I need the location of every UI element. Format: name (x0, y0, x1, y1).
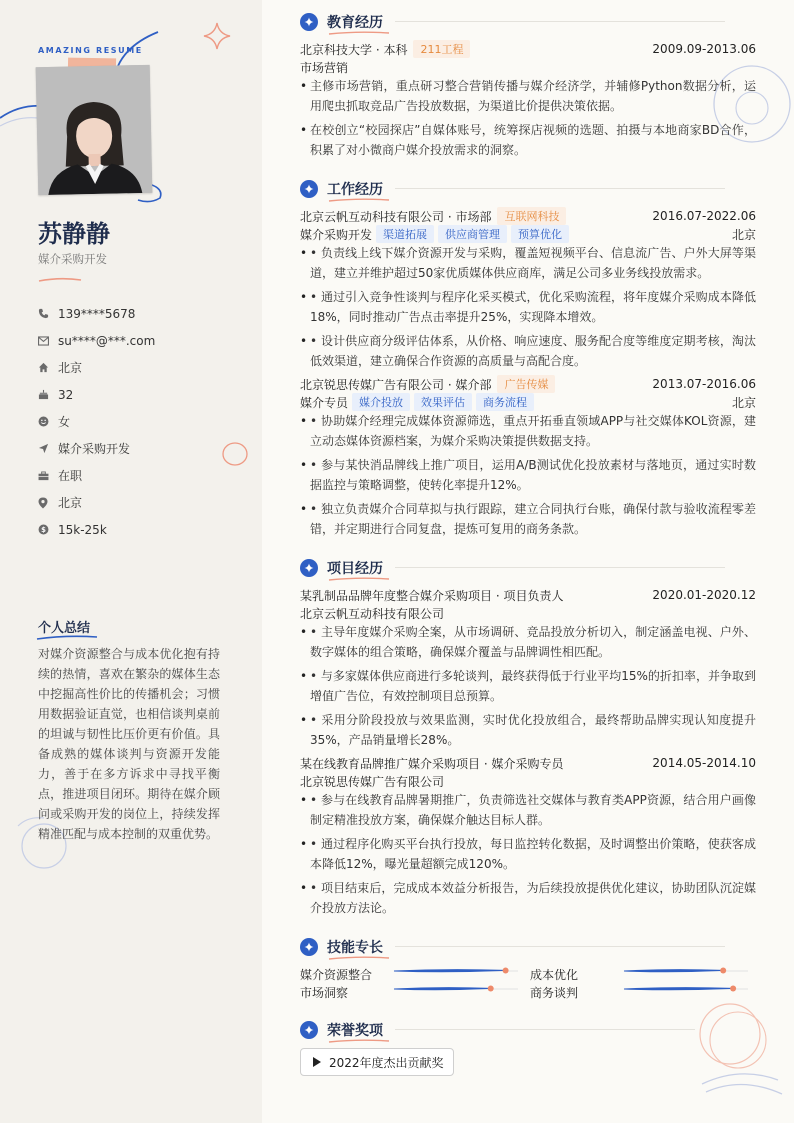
project-bullet: • • 采用分阶段投放与效果监测，实时优化投放组合，最终帮助品牌实现认知度提升35%，产品销量增长28%。 (300, 710, 756, 750)
project-name: 某乳制品品牌年度整合媒介采购项目 · 项目负责人 (300, 588, 564, 603)
section-work-header (300, 179, 383, 199)
project-name: 某在线教育品牌推广媒介采购项目 · 媒介采购专员 (300, 756, 564, 771)
briefcase-icon (38, 471, 58, 481)
avatar (36, 65, 153, 195)
section-education-header (300, 12, 383, 32)
skill-level-bar (622, 966, 752, 976)
skill-fill (624, 970, 723, 972)
work-city: 北京 (731, 227, 756, 242)
work-bullet: • • 设计供应商分级评估体系，从价格、响应速度、服务配合度等维度定期考核，淘汰低效渠道，建立确保合作资源的高质量与高配合度。 (300, 331, 756, 371)
contact-phone-value: 139****5678 (58, 306, 136, 321)
contact-gender-value: 女 (58, 415, 71, 429)
work-role: 媒介采购开发 (300, 227, 373, 242)
work-bullet: • • 负责线上线下媒介资源开发与采购，覆盖短视频平台、信息流广告、户外大屏等渠道，建立并维护超过50家优质媒体供应商库，满足公司多业务线投放需求。 (300, 243, 756, 283)
contact-age (38, 381, 155, 408)
work-bullet: • • 协助媒介经理完成媒体资源筛选，重点开拓垂直领域APP与社交媒体KOL资源，建立动态媒体资源档案，为媒介采购决策提供数据支持。 (300, 411, 756, 451)
contact-target-role (38, 435, 155, 462)
project-bullet: • • 参与在线教育品牌暑期推广，负责筛选社交媒体与教育类APP资源，结合用户画像制定精准投放方案，确保媒介触达目标人群。 (300, 790, 756, 830)
work-date: 2016.07-2022.06 (652, 209, 756, 223)
location-pin-icon (38, 497, 58, 509)
contact-list (38, 300, 155, 543)
contact-gender (38, 408, 155, 435)
section-divider (395, 567, 725, 568)
svg-text:$: $ (41, 525, 46, 534)
project-company-row (300, 604, 756, 622)
skill-level-bar (622, 984, 752, 994)
project-bullet: • • 主导年度媒介采购全案，从市场调研、竞品投放分析切入，制定涵盖电视、户外、数字媒体的组合策略，确保媒介覆盖与品牌调性相匹配。 (300, 622, 756, 662)
decorative-circle-icon (690, 1000, 794, 1110)
work-company-row (300, 207, 756, 225)
skill-dot (503, 968, 509, 974)
candidate-title: 媒介采购开发 (38, 252, 107, 266)
award-label: 2022年度杰出贡献奖 (329, 1055, 444, 1070)
phone-icon (38, 308, 58, 319)
project-bullet: • • 与多家媒体供应商进行多轮谈判，最终获得低于行业平均15%的折扣率，并争取到增值广告位，有效控制项目总预算。 (300, 666, 756, 706)
section-star-icon (300, 938, 318, 956)
work-bullet: • • 参与某快消品牌线上推广项目，运用A/B测试优化投放素材与落地页，通过实时数据监控与策略调整，使转化率提升12%。 (300, 455, 756, 495)
dollar-icon (38, 524, 58, 535)
award-item (300, 1048, 454, 1076)
work-bullet: • • 独立负责媒介合同草拟与执行跟踪，建立合同执行台账，确保付款与验收流程零差错，并定期进行合同复盘，提炼可复用的商务条款。 (300, 499, 756, 539)
skill-dot (720, 968, 726, 974)
section-work-title: 工作经历 (327, 182, 383, 198)
education-bullet: • 主修市场营销，重点研习整合营销传播与媒介经济学，并辅修Python数据分析，运用爬虫抓取竞品广告投放数据，为渠道比价提供决策依据。 (300, 76, 756, 116)
project-company: 北京锐思传媒广告有限公司 (300, 774, 445, 789)
section-projects-title: 项目经历 (327, 561, 383, 577)
work-date: 2013.07-2016.06 (652, 377, 756, 391)
skill-fill (394, 970, 506, 972)
work-skill-tag: 供应商管理 (438, 225, 507, 243)
contact-target-role-value: 媒介采购开发 (58, 442, 131, 456)
education-bullet: • 在校创立“校园探店”自媒体账号，统筹探店视频的选题、拍摄与本地商家BD合作，积累了对小微商户媒介投放需求的洞察。 (300, 120, 756, 160)
work-skill-tag: 效果评估 (414, 393, 472, 411)
section-projects-header (300, 558, 383, 578)
send-icon (38, 443, 58, 454)
contact-location-value: 北京 (58, 496, 83, 510)
skill-fill (394, 988, 491, 990)
contact-email (38, 327, 155, 354)
contact-location (38, 489, 155, 516)
section-divider (395, 946, 725, 947)
contact-salary (38, 516, 155, 543)
project-date: 2014.05-2014.10 (652, 756, 756, 770)
education-major: 市场营销 (300, 60, 349, 75)
contact-age-value: 32 (58, 387, 74, 402)
section-star-icon (300, 1021, 318, 1039)
cake-icon (38, 389, 58, 400)
contact-status (38, 462, 155, 489)
skill-item: 市场洞察 (300, 985, 349, 1000)
work-bullet: • • 通过引入竞争性谈判与程序化采买模式，优化采购流程，将年度媒介采购成本降低18%，同时推动广告点击率提升25%，实现降本增效。 (300, 287, 756, 327)
project-bullet: • • 项目结束后，完成成本效益分析报告，为后续投放提供优化建议，协助团队沉淀媒介投放方法论。 (300, 878, 756, 918)
section-star-icon (300, 13, 318, 31)
contact-phone (38, 300, 155, 327)
skill-level-bar (392, 966, 522, 976)
education-major-row (300, 58, 756, 76)
section-skills-header (300, 937, 383, 957)
summary-text: 对媒介资源整合与成本优化抱有持续的热情，喜欢在繁杂的媒体生态中挖掘高性价比的传播机会；习惯用数据验证直觉，也相信谈判桌前的坦诚与韧性比压价更有价值。具备成熟的媒体谈判与资源开发能力，善于在多方诉求中寻找平衡点，推进项目闭环。期待在媒介顾问或采购开发的岗位上，持续发挥精准匹配与成本控制的双重优势。 (38, 647, 220, 841)
skill-level-bar (392, 984, 522, 994)
section-education-title: 教育经历 (327, 15, 383, 31)
education-date: 2009.09-2013.06 (652, 42, 756, 56)
project-company-row (300, 772, 756, 790)
contact-home (38, 354, 155, 381)
work-role-row (300, 393, 756, 411)
section-divider (395, 188, 725, 189)
candidate-name: 苏静静 (38, 220, 110, 248)
mail-icon (38, 336, 58, 346)
work-skill-tag: 媒介投放 (352, 393, 410, 411)
summary-title: 个人总结 (38, 621, 91, 636)
skill-item: 商务谈判 (530, 985, 579, 1000)
project-company: 北京云帆互动科技有限公司 (300, 606, 445, 621)
skill-dot (730, 986, 736, 992)
project-bullet: • • 通过程序化购买平台执行投放，每日监控转化数据，及时调整出价策略，使获客成本降低12%，曝光量超额完成120%。 (300, 834, 756, 874)
work-skill-tag: 商务流程 (476, 393, 534, 411)
contact-status-value: 在职 (58, 469, 83, 483)
play-triangle-icon (313, 1057, 321, 1067)
section-star-icon (300, 180, 318, 198)
skill-item: 媒介资源整合 (300, 967, 373, 982)
work-company: 北京锐思传媒广告有限公司 · 媒介部 (300, 377, 492, 392)
education-school: 北京科技大学 · 本科 (300, 42, 408, 57)
work-skill-tag: 渠道拓展 (376, 225, 434, 243)
skill-item: 成本优化 (530, 967, 579, 982)
education-tag: 211工程 (413, 40, 470, 58)
smile-icon (38, 416, 58, 427)
home-icon (38, 362, 58, 373)
section-star-icon (300, 559, 318, 577)
work-city: 北京 (731, 395, 756, 410)
work-industry-tag: 广告传媒 (497, 375, 555, 393)
work-company-row (300, 375, 756, 393)
work-role-row (300, 225, 756, 243)
brand-text: AMAZING RESUME (38, 46, 143, 55)
project-name-row (300, 586, 756, 604)
education-school-row (300, 40, 756, 58)
section-skills-title: 技能专长 (327, 940, 383, 956)
contact-home-value: 北京 (58, 361, 83, 375)
skill-fill (624, 988, 733, 990)
contact-salary-value: 15k-25k (58, 522, 107, 537)
section-awards-title: 荣誉奖项 (327, 1023, 383, 1039)
work-role: 媒介专员 (300, 395, 349, 410)
section-awards-header (300, 1020, 383, 1040)
section-divider (395, 1029, 695, 1030)
work-industry-tag: 互联网科技 (497, 207, 566, 225)
project-date: 2020.01-2020.12 (652, 588, 756, 602)
work-skill-tag: 预算优化 (511, 225, 569, 243)
project-name-row (300, 754, 756, 772)
skill-dot (488, 986, 494, 992)
contact-email-value: su****@***.com (58, 333, 156, 348)
section-divider (395, 21, 725, 22)
work-company: 北京云帆互动科技有限公司 · 市场部 (300, 209, 492, 224)
